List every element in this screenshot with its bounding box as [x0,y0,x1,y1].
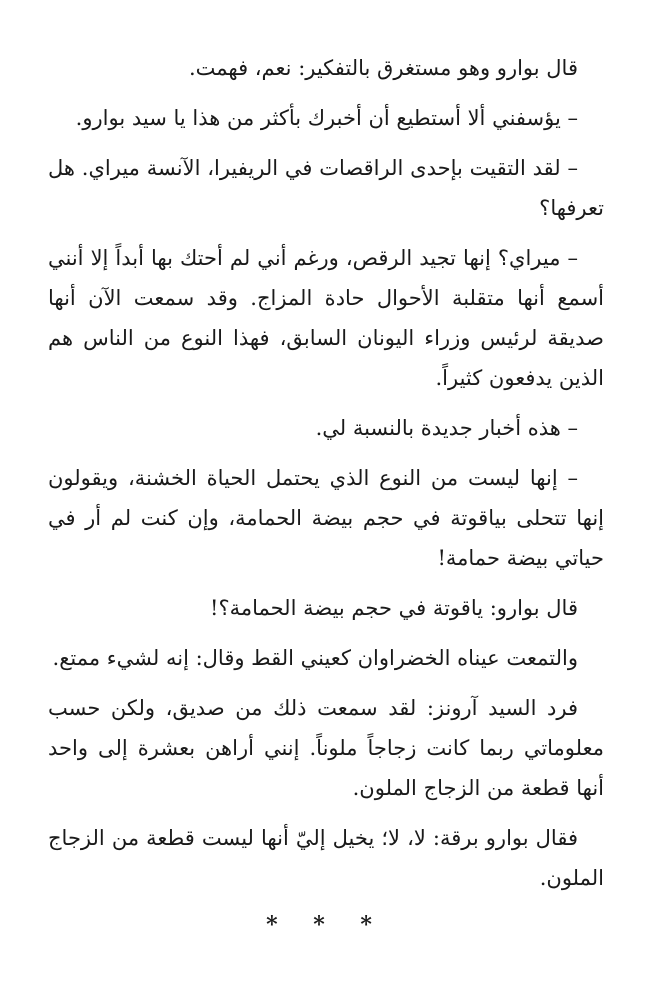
paragraph-9: فرد السيد آرونز: لقد سمعت ذلك من صديق، ولكن حسب معلوماتي ربما كانت زجاجاً ملوناً. إنني أراهن بعشرة إلى واحد أنها قطعة من الزجاج الملون. [48,696,604,800]
paragraph-10: فقال بوارو برقة: لا، لا؛ يخيل إليّ أنها ليست قطعة من الزجاج الملون. [48,826,604,890]
paragraph-8: والتمعت عيناه الخضراوان كعيني القط وقال: إنه لشيء ممتع. [52,646,578,670]
paragraph-1: قال بوارو وهو مستغرق بالتفكير: نعم، فهمت. [188,56,578,80]
paragraph-7: قال بوارو: ياقوتة في حجم بيضة الحمامة؟! [210,596,578,620]
book-page [48,48,604,948]
paragraph-2: – يؤسفني ألا أستطيع أن أخبرك بأكثر من هذا يا سيد بوارو. [75,106,578,130]
paragraph-5: – هذه أخبار جديدة بالنسبة لي. [315,416,578,440]
paragraph-4: – ميراي؟ إنها تجيد الرقص، ورغم أني لم أحتك بها أبداً إلا أنني أسمع أنها متقلبة الأحوال حادة المزاج. وقد سمعت الآن أنها صديقة لرئيس وزراء اليونان السابق، فهذا النوع من الناس هم الذين يدفعون كثيراً. [48,246,604,390]
section-separator: * * * [266,912,386,938]
paragraph-6: – إنها ليست من النوع الذي يحتمل الحياة الخشنة، ويقولون إنها تتحلى بياقوتة في حجم بيضة الحمامة، وإن كنت لم أر في حياتي بيضة حمامة! [48,466,604,570]
paragraph-3: – لقد التقيت بإحدى الراقصات في الريفيرا، الآنسة ميراي. هل تعرفها؟ [48,156,604,220]
